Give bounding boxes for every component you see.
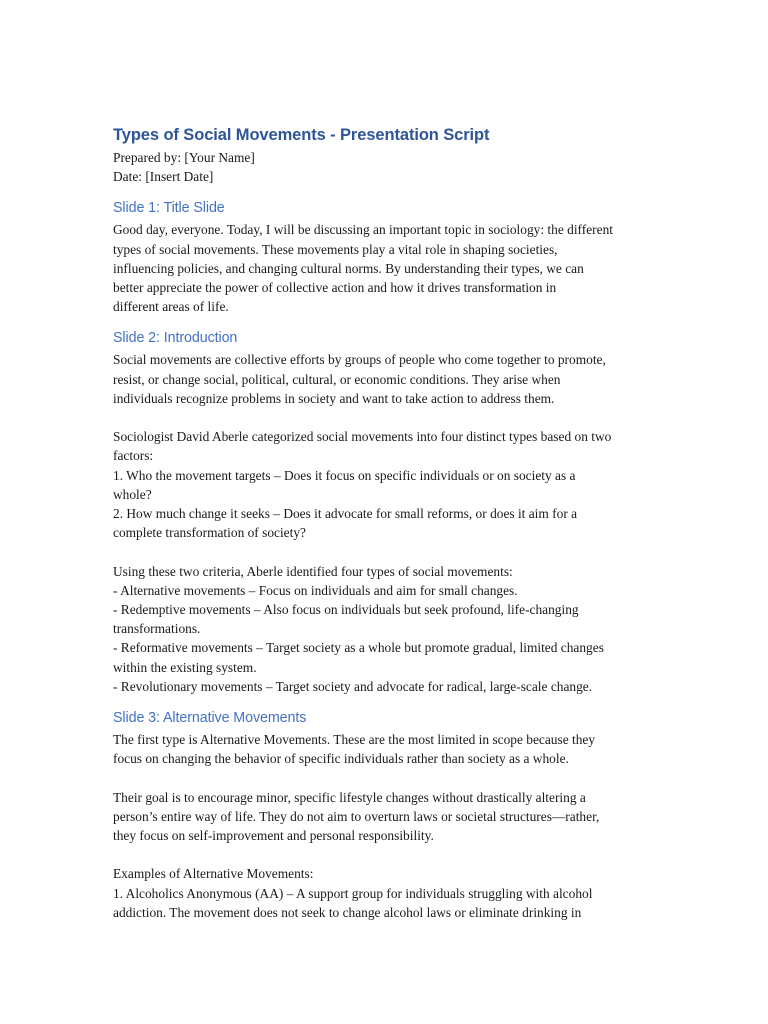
text-line: focus on changing the behavior of specific individuals rather than society as a whole. xyxy=(113,751,569,767)
prepared-by-line: Prepared by: [Your Name] xyxy=(113,150,255,165)
document-title: Types of Social Movements - Presentation Script xyxy=(113,126,490,144)
text-line: person’s entire way of life. They do not aim to overturn laws or societal structures—rather, xyxy=(113,808,600,824)
text-line: The first type is Alternative Movements. These are the most limited in scope because they xyxy=(113,732,596,748)
slide-1-paragraph xyxy=(113,220,661,316)
document-page xyxy=(113,124,661,922)
text-line: they focus on self-improvement and personal responsibility. xyxy=(113,828,434,844)
slide-2-paragraph-3 xyxy=(113,562,661,696)
slide-3-paragraph-1 xyxy=(113,730,661,768)
text-line: resist, or change social, political, cultural, or economic conditions. They arise when xyxy=(113,371,561,387)
list-item: - Revolutionary movements – Target society and advocate for radical, large-scale change. xyxy=(113,678,593,694)
date-line: Date: [Insert Date] xyxy=(113,169,214,185)
list-item-continuation: addiction. The movement does not seek to change alcohol laws or eliminate drinking in xyxy=(113,904,582,920)
slide-2-heading: Slide 2: Introduction xyxy=(113,330,238,347)
paragraph-spacer xyxy=(113,408,661,427)
text-line: individuals recognize problems in society and want to take action to address them. xyxy=(113,390,555,406)
list-item-continuation: within the existing system. xyxy=(113,659,257,675)
slide-2-paragraph-1 xyxy=(113,350,661,408)
text-line: types of social movements. These movements play a vital role in shaping societies, xyxy=(113,241,558,257)
list-item-continuation: complete transformation of society? xyxy=(113,525,306,541)
text-line: Social movements are collective efforts by groups of people who come together to promote, xyxy=(113,352,606,368)
paragraph-spacer xyxy=(113,845,661,864)
list-item: - Alternative movements – Focus on individuals and aim for small changes. xyxy=(113,582,518,598)
list-item: - Reformative movements – Target society as a whole but promote gradual, limited changes xyxy=(113,640,604,656)
slide-1-heading: Slide 1: Title Slide xyxy=(113,200,225,217)
paragraph-spacer xyxy=(113,542,661,561)
list-item: 1. Who the movement targets – Does it focus on specific individuals or on society as a xyxy=(113,467,576,483)
slide-2-paragraph-2 xyxy=(113,427,661,542)
slide-3-paragraph-2 xyxy=(113,788,661,846)
text-line: Good day, everyone. Today, I will be discussing an important topic in sociology: the different xyxy=(113,222,613,238)
text-line: better appreciate the power of collective action and how it drives transformation in xyxy=(113,280,557,296)
list-item: 1. Alcoholics Anonymous (AA) – A support group for individuals struggling with alcohol xyxy=(113,885,593,901)
text-line: influencing policies, and changing cultural norms. By understanding their types, we can xyxy=(113,260,584,276)
slide-3-paragraph-3 xyxy=(113,864,661,922)
list-item-continuation: transformations. xyxy=(113,621,201,637)
text-line: different areas of life. xyxy=(113,299,229,315)
text-line: Using these two criteria, Aberle identified four types of social movements: xyxy=(113,563,513,579)
list-item: - Redemptive movements – Also focus on individuals but seek profound, life-changing xyxy=(113,602,579,618)
text-line: factors: xyxy=(113,448,154,464)
list-item-continuation: whole? xyxy=(113,486,152,502)
list-item: 2. How much change it seeks – Does it advocate for small reforms, or does it aim for a xyxy=(113,506,578,522)
text-line: Examples of Alternative Movements: xyxy=(113,866,314,882)
paragraph-spacer xyxy=(113,768,661,787)
slide-3-heading: Slide 3: Alternative Movements xyxy=(113,710,307,727)
text-line: Sociologist David Aberle categorized social movements into four distinct types based on two xyxy=(113,429,612,445)
text-line: Their goal is to encourage minor, specific lifestyle changes without drastically altering a xyxy=(113,789,586,805)
